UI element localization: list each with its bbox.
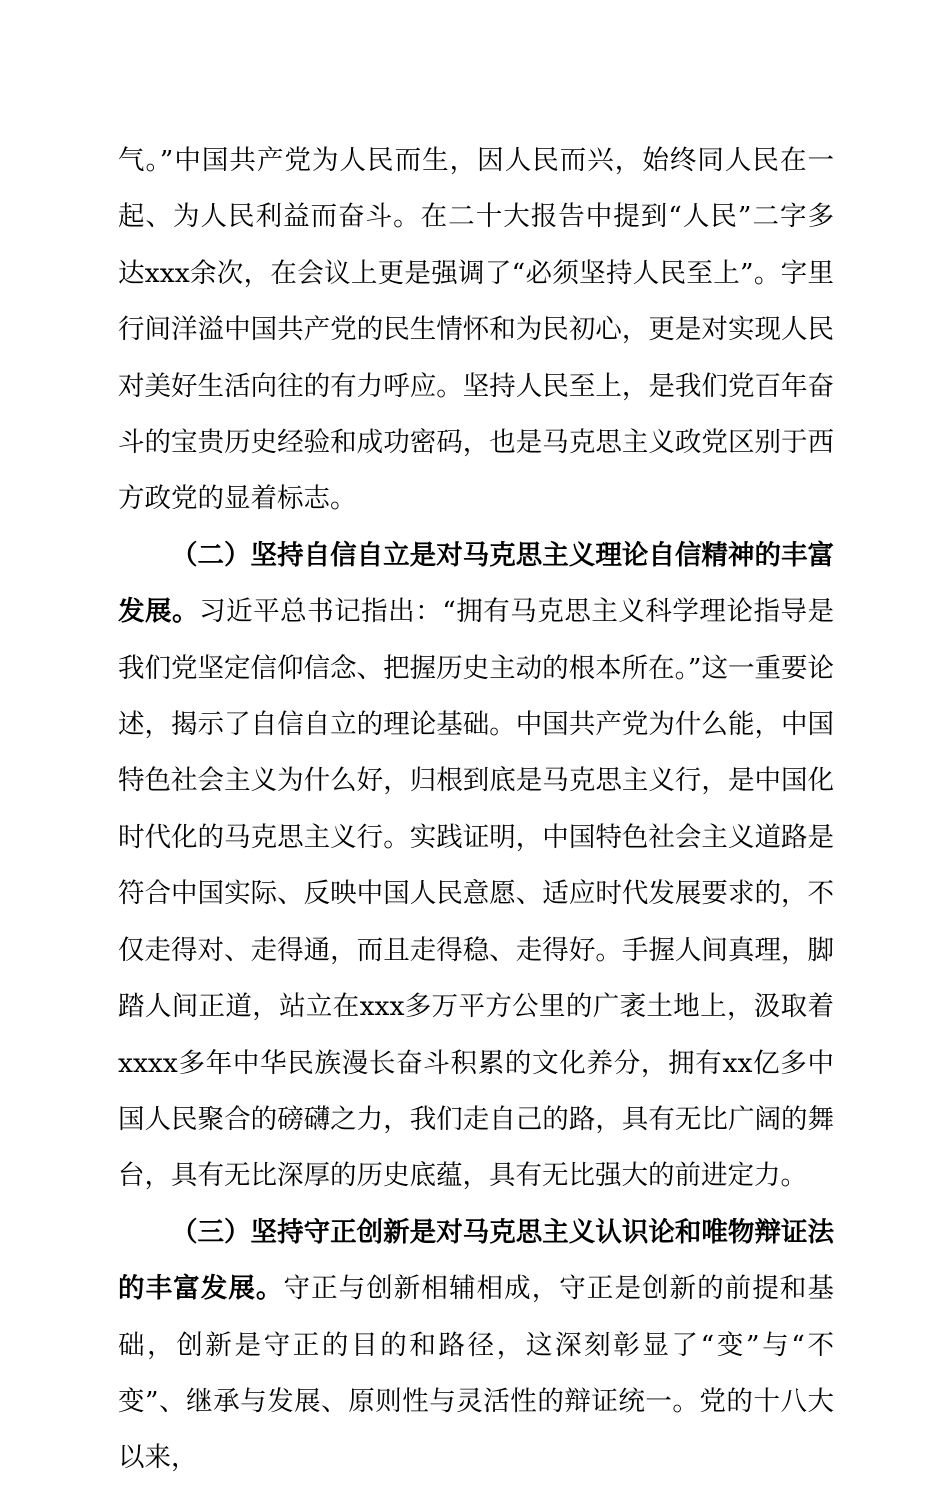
section-heading-2: （二）坚持自信自立是对马克思主义理论自信精神的丰富发展。 xyxy=(118,539,834,628)
section-heading-3: （三）坚持守正创新是对马克思主义认识论和唯物辩证法的丰富发展。 xyxy=(118,1216,834,1305)
paragraph-self-confidence xyxy=(118,528,834,1205)
paragraph-text: 习近平总书记指出：“拥有马克思主义科学理论指导是我们党坚定信仰信念、把握历史主动的根本所在。”这一重要论述，揭示了自信自立的理论基础。中国共产党为什么能，中国特色社会主义为什么好，归根到底是马克思主义行，是中国化时代化的马克思主义行。实践证明，中国特色社会主义道路是符合中国实际、反映中国人民意愿、适应时代发展要求的，不仅走得对、走得通，而且走得稳、走得好。手握人间真理，脚踏人间正道，站立在xxx多万平方公里的广袤土地上，汲取着xxxx多年中华民族漫长奋斗积累的文化养分，拥有xx亿多中国人民聚合的磅礴之力，我们走自己的路，具有无比广阔的舞台，具有无比深厚的历史底蕴，具有无比强大的前进定力。 xyxy=(118,596,834,1192)
paragraph-people-first xyxy=(118,133,834,528)
paragraph-innovation xyxy=(118,1205,834,1487)
document-body xyxy=(118,133,834,1487)
paragraph-text: 守正与创新相辅相成，守正是创新的前提和基础，创新是守正的目的和路径，这深刻彰显了“变”与“不变”、继承与发展、原则性与灵活性的辩证统一。党的十八大以来， xyxy=(118,1273,835,1474)
paragraph-text: 气。”中国共产党为人民而生，因人民而兴，始终同人民在一起、为人民利益而奋斗。在二十大报告中提到“人民”二字多达xxx余次，在会议上更是强调了“必须坚持人民至上”。字里行间洋溢中国共产党的民生情怀和为民初心，更是对实现人民对美好生活向往的有力呼应。坚持人民至上，是我们党百年奋斗的宝贵历史经验和成功密码，也是马克思主义政党区别于西方政党的显着标志。 xyxy=(118,145,834,515)
